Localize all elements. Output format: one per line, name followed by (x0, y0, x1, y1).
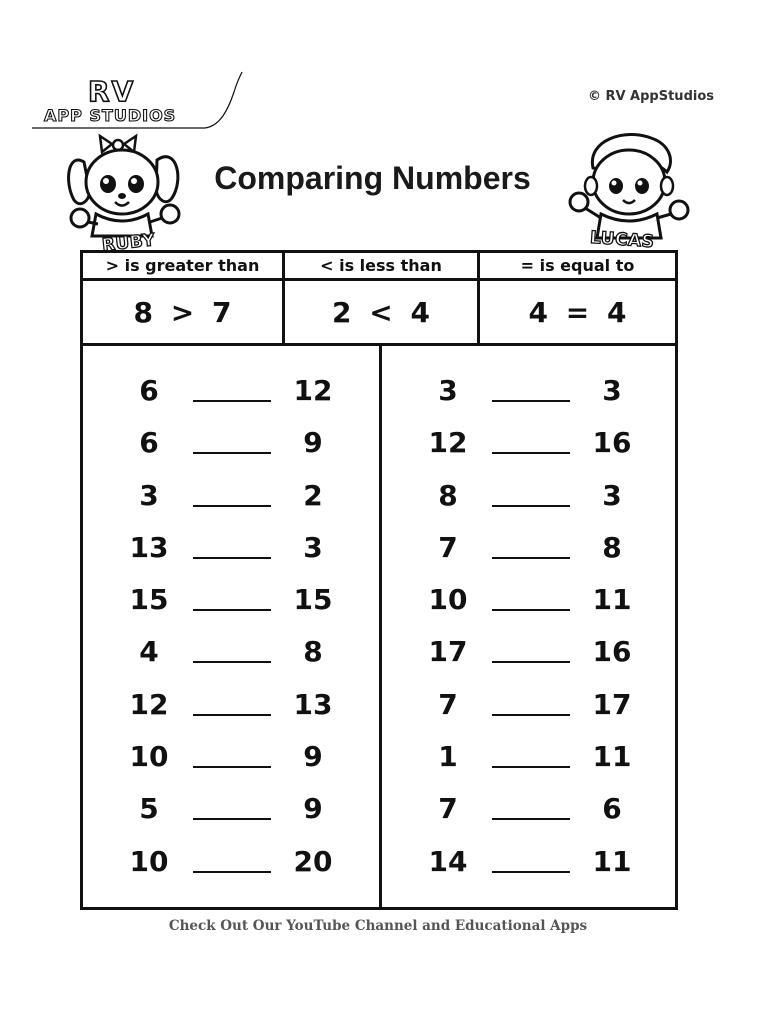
problem-row (83, 374, 379, 426)
problems-left-column (83, 374, 379, 897)
right-number: 11 (592, 740, 632, 774)
problem-row (83, 845, 379, 897)
problem-row (83, 583, 379, 635)
problem-row (83, 635, 379, 687)
left-number: 17 (428, 635, 468, 669)
symbol-key-table (80, 250, 678, 346)
problem-row (83, 792, 379, 844)
symbol-key-header-row (83, 253, 675, 281)
answer-blank[interactable] (193, 609, 271, 611)
ruby-label: RUBY (101, 230, 157, 256)
left-number: 7 (438, 530, 458, 564)
right-number: 3 (303, 530, 323, 564)
equal-to-example: 4 = 4 (528, 295, 627, 329)
right-number: 6 (602, 792, 622, 826)
left-number: 3 (438, 374, 458, 407)
left-number: 3 (139, 478, 159, 512)
left-number: 5 (139, 792, 159, 826)
left-number: 7 (438, 687, 458, 721)
left-number: 12 (428, 426, 468, 460)
answer-blank[interactable] (193, 871, 271, 873)
comparison-problems-table (80, 344, 678, 910)
right-number: 20 (293, 844, 333, 878)
problem-row (382, 845, 678, 897)
problem-row (382, 374, 678, 426)
problem-row (382, 740, 678, 792)
answer-blank[interactable] (193, 400, 271, 402)
problem-row (382, 688, 678, 740)
greater-than-example: 8 > 7 (83, 281, 285, 343)
answer-blank[interactable] (492, 714, 570, 716)
right-number: 16 (592, 426, 632, 460)
problems-right-column (382, 374, 678, 897)
left-number: 10 (129, 740, 169, 774)
left-number: 10 (129, 844, 169, 878)
left-number: 1 (438, 740, 458, 774)
symbol-key-example-row (83, 281, 675, 343)
answer-blank[interactable] (193, 661, 271, 663)
problem-row (382, 635, 678, 687)
right-number: 16 (592, 635, 632, 669)
answer-blank[interactable] (492, 505, 570, 507)
right-number: 2 (303, 478, 323, 512)
right-number: 3 (602, 374, 622, 407)
right-number: 17 (592, 687, 632, 721)
right-number: 8 (303, 635, 323, 669)
right-number: 11 (592, 583, 632, 617)
left-number: 6 (139, 426, 159, 460)
right-number: 9 (303, 792, 323, 826)
left-number: 8 (438, 478, 458, 512)
problem-row (83, 479, 379, 531)
right-number: 9 (303, 426, 323, 460)
answer-blank[interactable] (193, 714, 271, 716)
brand-logo (30, 70, 245, 132)
answer-blank[interactable] (492, 400, 570, 402)
footer-text: Check Out Our YouTube Channel and Educational Apps (168, 918, 588, 934)
less-than-heading: < is less than (285, 253, 480, 278)
problem-row (83, 740, 379, 792)
answer-blank[interactable] (492, 766, 570, 768)
right-number: 8 (602, 530, 622, 564)
problem-row (83, 426, 379, 478)
problem-row (83, 688, 379, 740)
answer-blank[interactable] (492, 557, 570, 559)
lucas-label: LUCAS (589, 227, 656, 253)
problem-row (382, 583, 678, 635)
page-title: Comparing Numbers (214, 160, 531, 196)
left-number: 6 (139, 374, 159, 407)
answer-blank[interactable] (492, 818, 570, 820)
answer-blank[interactable] (193, 818, 271, 820)
problem-row (382, 531, 678, 583)
answer-blank[interactable] (193, 766, 271, 768)
less-than-example: 2 < 4 (285, 281, 480, 343)
right-number: 3 (602, 478, 622, 512)
answer-blank[interactable] (193, 452, 271, 454)
answer-blank[interactable] (193, 505, 271, 507)
right-number: 12 (293, 374, 333, 407)
left-number: 7 (438, 792, 458, 826)
greater-than-heading: > is greater than (83, 253, 285, 278)
problem-row (83, 531, 379, 583)
right-number: 11 (592, 844, 632, 878)
left-number: 4 (139, 635, 159, 669)
problem-row (382, 479, 678, 531)
left-number: 10 (428, 583, 468, 617)
problem-row (382, 426, 678, 478)
logo-rv-text: RV (88, 75, 136, 108)
left-number: 13 (129, 530, 169, 564)
answer-blank[interactable] (492, 871, 570, 873)
left-number: 14 (428, 844, 468, 878)
left-number: 12 (129, 687, 169, 721)
equal-to-heading: = is equal to (520, 256, 635, 275)
problem-row (382, 792, 678, 844)
answer-blank[interactable] (193, 557, 271, 559)
answer-blank[interactable] (492, 452, 570, 454)
left-number: 15 (129, 583, 169, 617)
logo-app-studios-text: APP STUDIOS (44, 106, 177, 125)
right-number: 9 (303, 740, 323, 774)
answer-blank[interactable] (492, 661, 570, 663)
right-number: 13 (293, 687, 333, 721)
copyright-notice: © RV AppStudios (587, 89, 714, 104)
answer-blank[interactable] (492, 609, 570, 611)
right-number: 15 (293, 583, 333, 617)
